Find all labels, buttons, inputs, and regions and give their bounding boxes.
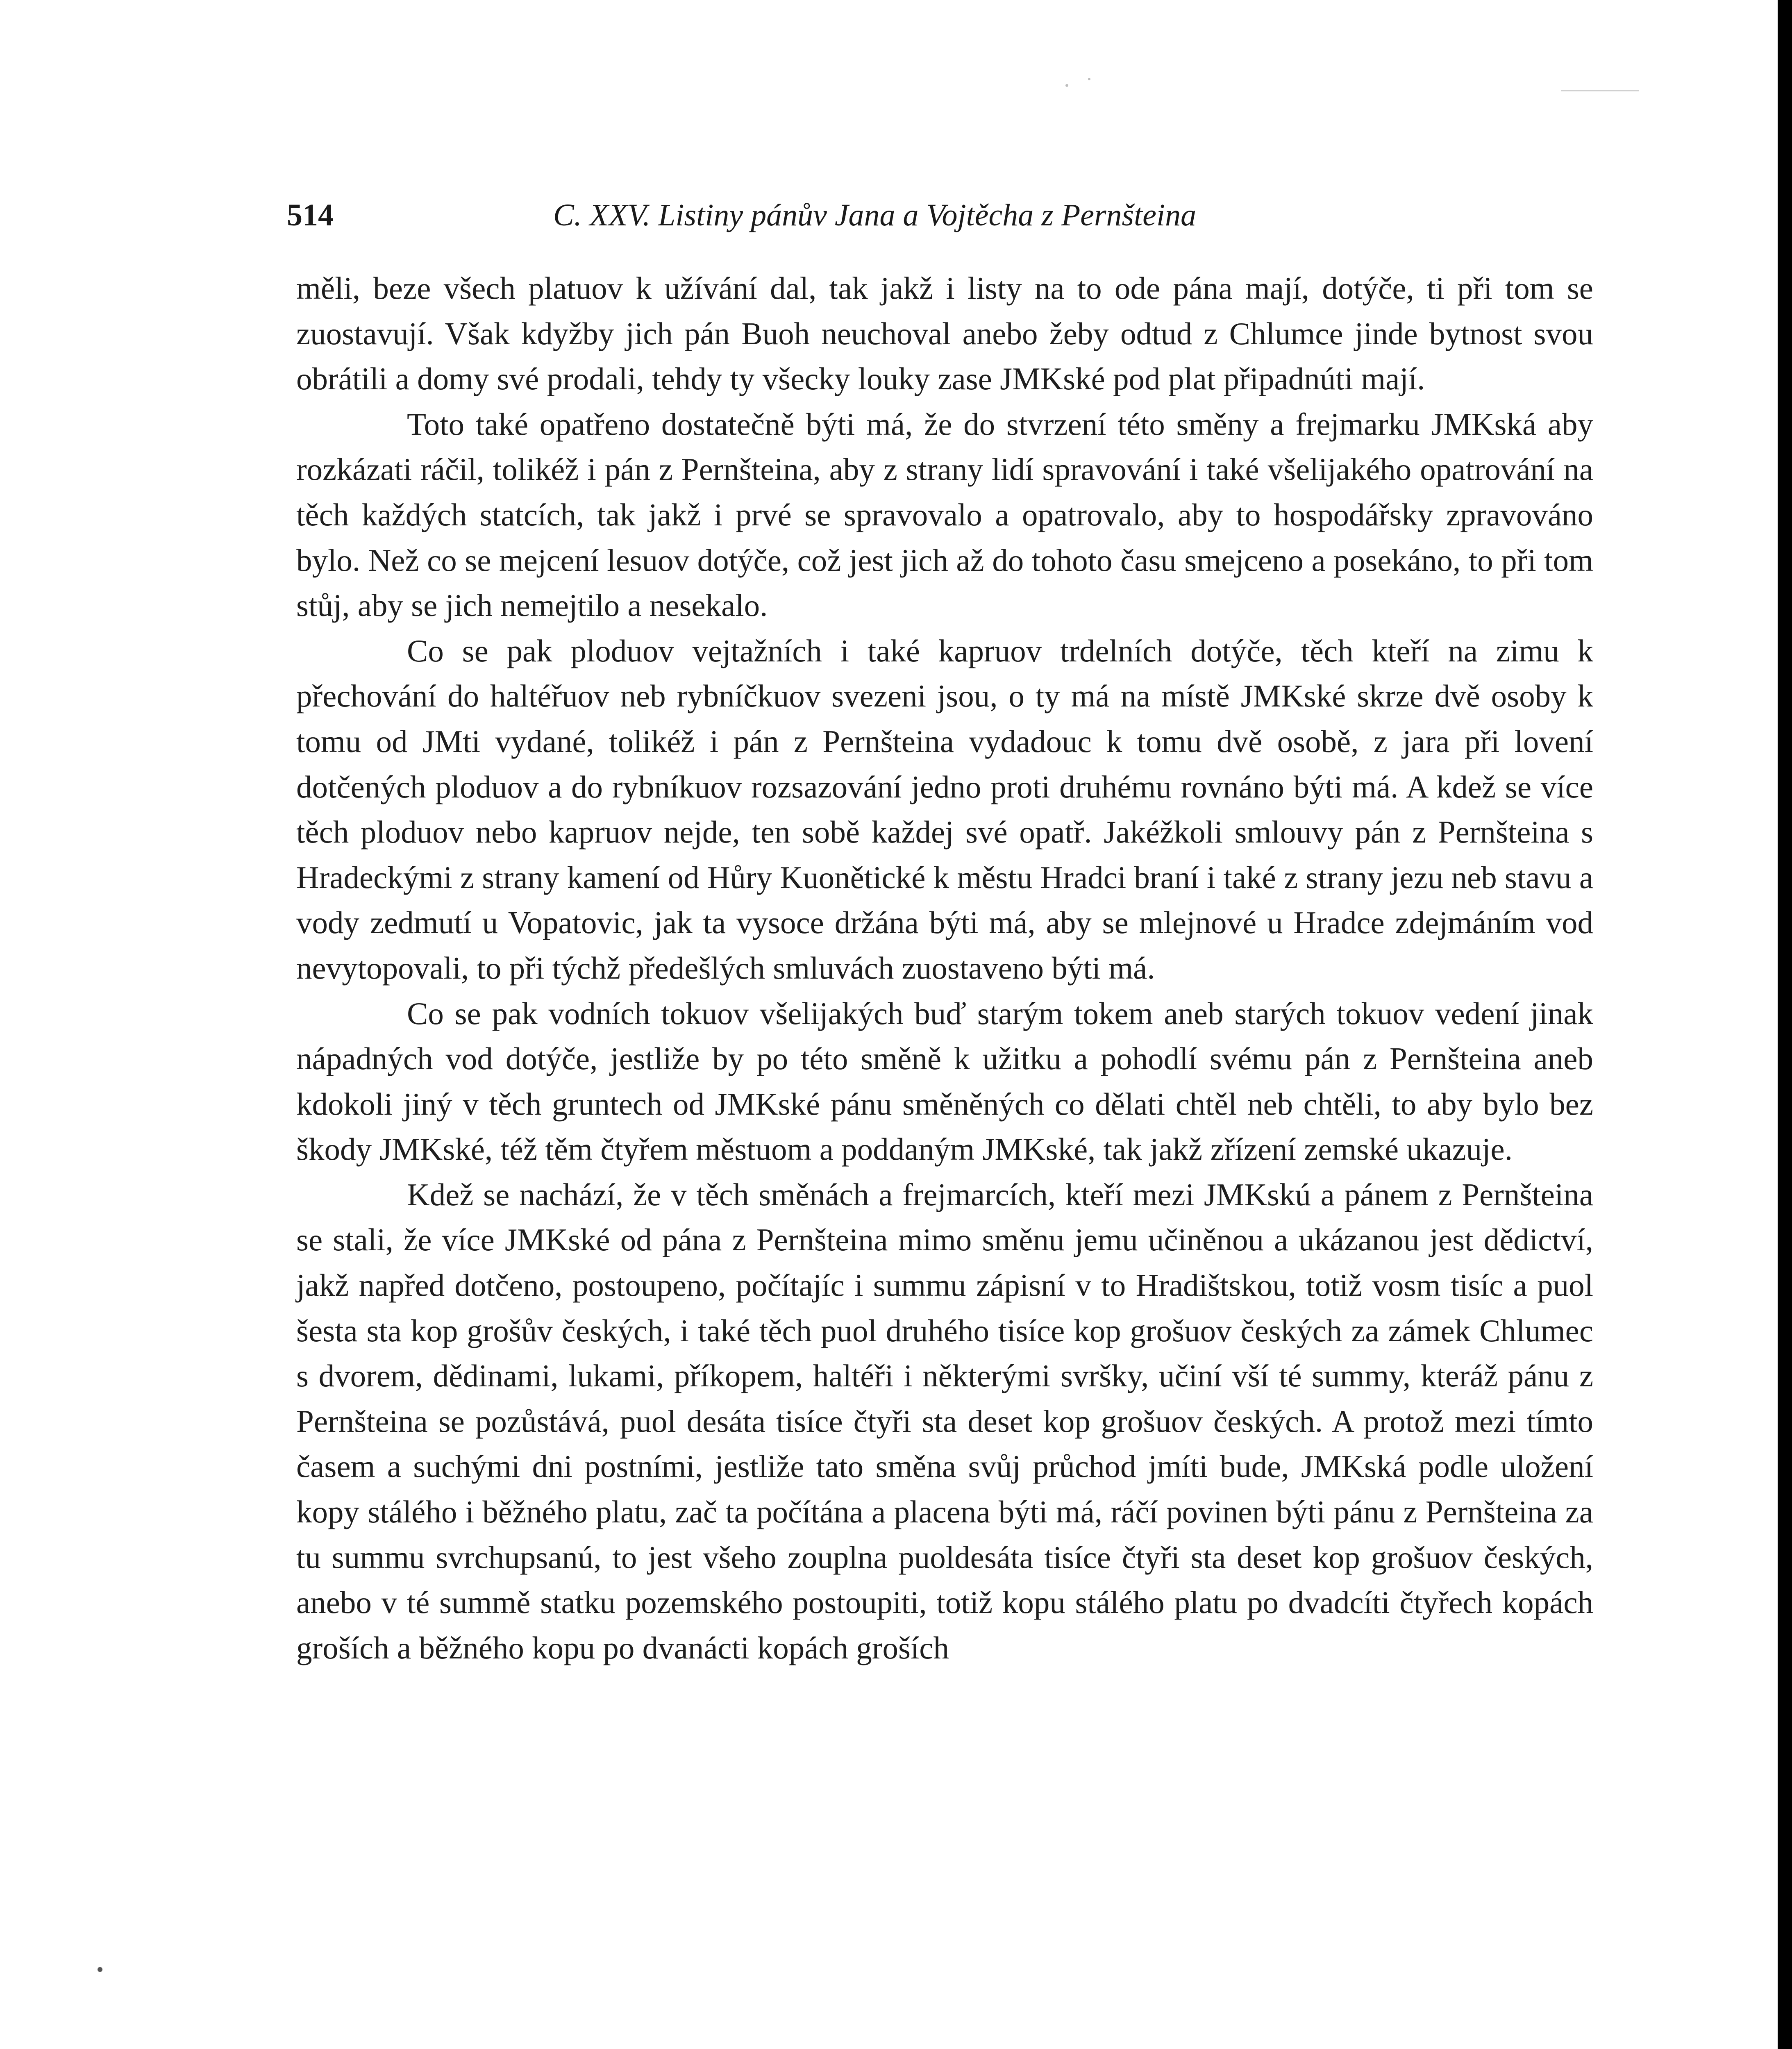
scan-border	[1778, 0, 1792, 2049]
page-header	[287, 193, 1594, 238]
paragraph: Co se pak vodních tokuov všelijakých buď starým tokem aneb starých tokuov vedení jinak nápadných vod dotýče, jestliže by po této směně k užitku a pohodlí svému pán z Pernšteina aneb kdokoli jiný v těch gruntech od JMKské pánu směněných co dělati chtěl neb chtěli, to aby bylo bez škody JMKské, též těm čtyřem městuom a poddaným JMKské, tak jakž zřízení zemské ukazuje.	[296, 995, 1593, 1167]
body-text	[296, 266, 1593, 1670]
scan-dust	[1065, 84, 1068, 87]
paragraph: měli, beze všech platuov k užívání dal, tak jakž i listy na to ode pána mají, dotýče, ti při tom se zuostavují. Však kdyžby jich pán Buoh neuchoval anebo žeby odtud z Chlumce jinde bytnost svou obrátili a domy své prodali, tehdy ty všecky louky zase JMKské pod plat připadnúti mají.	[296, 270, 1593, 397]
paragraph: Toto také opatřeno dostatečně býti má, že do stvrzení této směny a frejmarku JMKská aby rozkázati ráčil, tolikéž i pán z Pernšteina, aby z strany lidí spravování i také všelijakého opatrování na těch každých statcích, tak jakž i prvé se spravovalo a opatrovalo, aby to hospodářsky zpravováno bylo. Než co se mejcení lesuov dotýče, což jest jich až do tohoto času smejceno a posekáno, to při tom stůj, aby se jich nemejtilo a nesekalo.	[296, 406, 1593, 623]
running-title: C. XXV. Listiny pánův Jana a Vojtěcha z Pernšteina	[553, 198, 1197, 232]
scan-dust	[98, 1967, 102, 1972]
scan-mark	[1561, 90, 1639, 91]
page-number: 514	[287, 198, 334, 232]
paragraph: Kdež se nachází, že v těch směnách a frejmarcích, kteří mezi JMKskú a pánem z Pernšteina se stali, že více JMKské od pána z Pernšteina mimo směnu jemu učiněnou a ukázanou jest dědictví, jakž napřed dotčeno, postoupeno, počítajíc i summu zápisní v to Hradištskou, totiž vosm tisíc a puol šesta sta kop grošův českých, i také těch puol druhého tisíce kop grošuov českých za zámek Chlumec s dvorem, dědinami, lukami, příkopem, haltéři i některými svršky, učiní vší té summy, kteráž pánu z Pernšteina se pozůstává, puol desáta tisíce čtyři sta deset kop grošuov českých. A protož mezi tímto časem a suchými dni postními, jestliže tato směna svůj průchod jmíti bude, JMKská podle uložení kopy stálého i běžného platu, zač ta počítána a placena býti má, ráčí povinen býti pánu z Pernšteina za tu summu svrchupsanú, to jest všeho zouplna puoldesáta tisíce čtyři sta deset kop grošuov českých, anebo v té summě statku pozemského postoupiti, totiž kopu stálého platu po dvadcíti čtyřech kopách groších a běžného kopu po dvanácti kopách groších	[296, 1177, 1593, 1665]
scan-dust	[1088, 78, 1090, 80]
paragraph: Co se pak ploduov vejtažních i také kapruov trdelních dotýče, těch kteří na zimu k přechování do haltéřuov neb rybníčkuov svezeni jsou, o ty má na místě JMKské skrze dvě osoby k tomu od JMti vydané, tolikéž i pán z Pernšteina vydadouc k tomu dvě osobě, z jara při lovení dotčených ploduov a do rybníkuov rozsazování jedno proti druhému rovnáno býti má. A kdež se více těch ploduov nebo kapruov nejde, ten sobě každej své opatř. Jakéžkoli smlouvy pán z Pernšteina s Hradeckými z strany kamení od Hůry Kuonětické k městu Hradci braní i také z strany jezu neb stavu a vody zedmutí u Vopatovic, jak ta vysoce držána býti má, aby se mlejnové u Hradce zdejmáním vod nevytopovali, to při týchž předešlých smluvách zuostaveno býti má.	[296, 633, 1593, 986]
